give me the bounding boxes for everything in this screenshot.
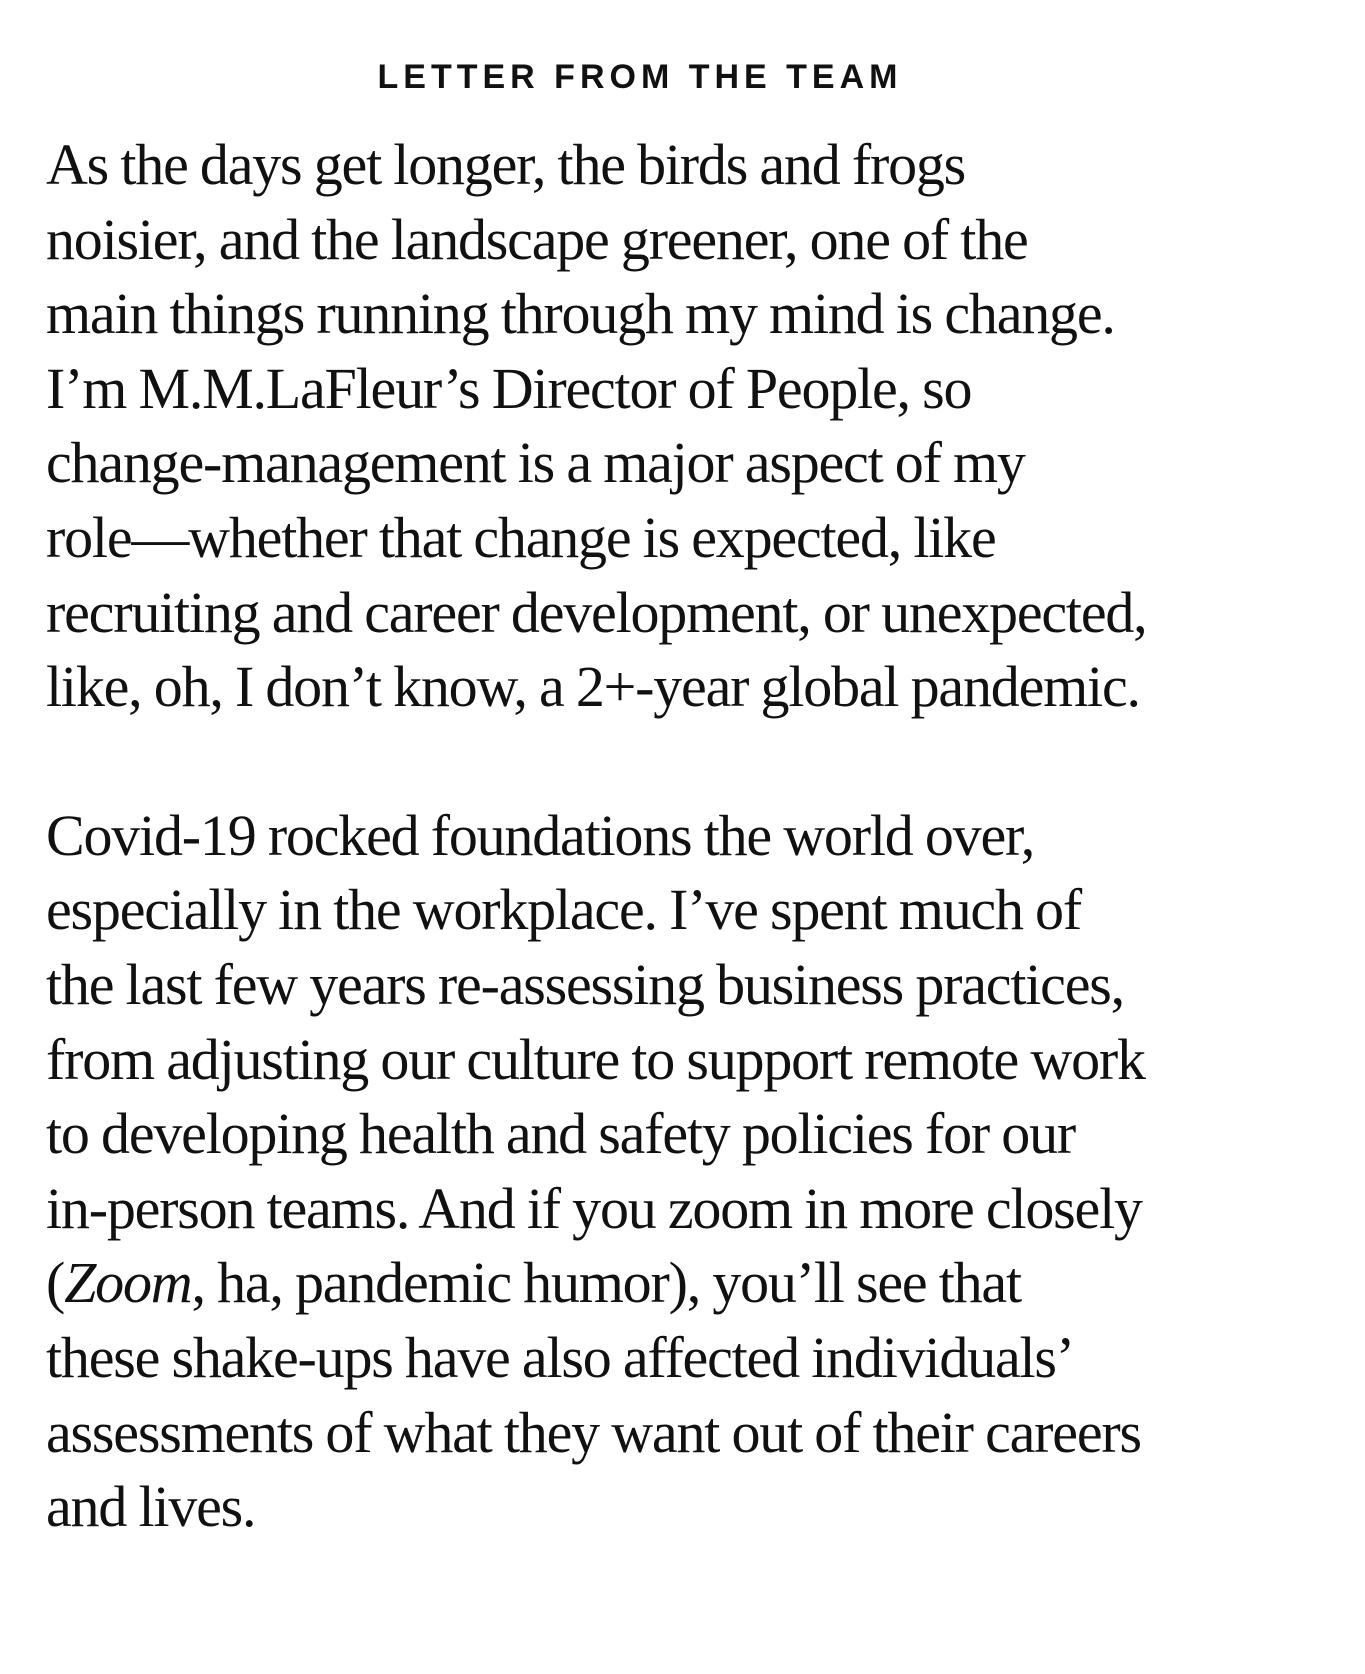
paragraph-1 [46, 128, 1346, 725]
text-line: like, oh, I don’t know, a 2+-year global pandemic. [46, 654, 1140, 720]
text-line: these shake-ups have also affected individuals’ [46, 1324, 1074, 1390]
text-line: As the days get longer, the birds and frogs [46, 132, 966, 197]
text-line: recruiting and career development, or unexpected, [46, 579, 1147, 645]
text-line: role—whether that change is expected, like [46, 504, 996, 570]
text-line: change-management is a major aspect of my [46, 430, 1025, 496]
text-line: I’m M.M.LaFleur’s Director of People, so [46, 355, 972, 421]
letter-body [46, 128, 1346, 1545]
text-line: in-person teams. And if you zoom in more closely [46, 1175, 1142, 1241]
line-remainder: , ha, pandemic humor), you’ll see that [191, 1250, 1021, 1316]
italic-zoom-word: Zoom [64, 1250, 192, 1316]
text-line: assessments of what they want out of their careers [46, 1399, 1141, 1465]
text-line: especially in the workplace. I’ve spent much of [46, 877, 1081, 943]
text-line: noisier, and the landscape greener, one of the [46, 206, 1028, 272]
section-heading: LETTER FROM THE TEAM [377, 58, 903, 96]
paragraph-2 [46, 799, 1346, 1545]
text-line: main things running through my mind is change. [46, 281, 1115, 347]
text-line: to developing health and safety policies for our [46, 1101, 1076, 1167]
text-line: and lives. [46, 1474, 256, 1540]
text-line: Covid-19 rocked foundations the world over, [46, 802, 1035, 868]
open-paren: ( [46, 1250, 65, 1316]
text-line-zoom [46, 1246, 1346, 1321]
text-line: the last few years re-assessing business practices, [46, 951, 1124, 1017]
text-line: from adjusting our culture to support remote work [46, 1026, 1145, 1092]
